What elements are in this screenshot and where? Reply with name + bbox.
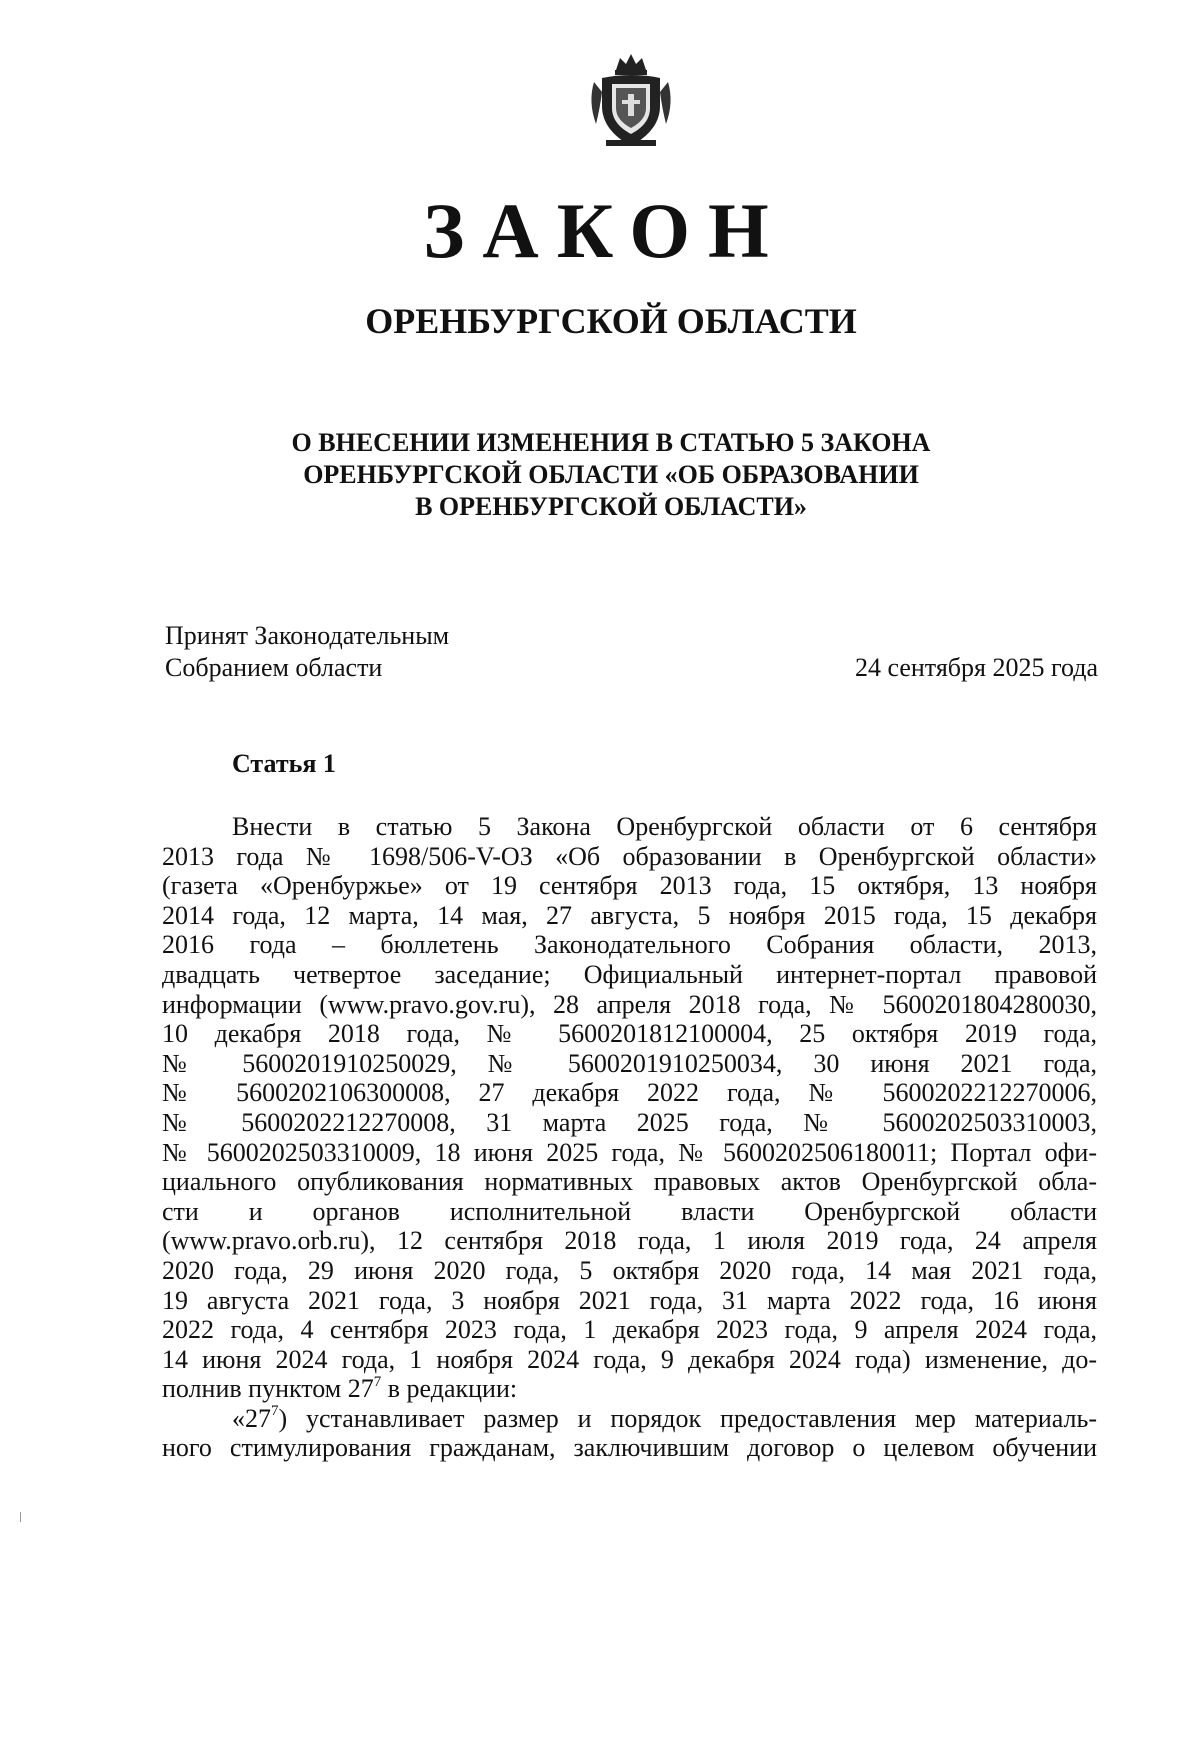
article-heading: Статья 1: [232, 749, 336, 778]
coat-of-arms-emblem: [586, 48, 676, 152]
quote-prefix: «27: [232, 1403, 271, 1433]
body-line: 2020 года, 29 июня 2020 года, 5 октября 2020 года, 14 мая 2021 года,: [162, 1255, 1097, 1285]
quoted-item-line: [162, 1404, 1097, 1434]
subject-line: В ОРЕНБУРГСКОЙ ОБЛАСТИ»: [415, 492, 807, 521]
adopted-by-block: [165, 620, 449, 684]
region-title: ОРЕНБУРГСКОЙ ОБЛАСТИ: [365, 301, 857, 341]
body-line: № 5600202212270008, 31 марта 2025 года, № 5600202503310003,: [162, 1107, 1097, 1137]
body-line: 14 июня 2024 года, 1 ноября 2024 года, 9 декабря 2024 года) изменение, до-: [162, 1344, 1097, 1374]
body-line: № 5600201910250029, № 5600201910250034, 30 июня 2021 года,: [162, 1048, 1097, 1078]
scan-margin-mark: [20, 1512, 21, 1522]
item-intro-line: [162, 1374, 1097, 1404]
body-line: 10 декабря 2018 года, № 5600201812100004, 25 октября 2019 года,: [162, 1019, 1097, 1049]
body-line: двадцать четвертое заседание; Официальный интернет-портал правовой: [162, 959, 1097, 989]
body-line: 2016 года – бюллетень Законодательного Собрания области, 2013,: [162, 930, 1097, 960]
body-line: 19 августа 2021 года, 3 ноября 2021 года, 31 марта 2022 года, 16 июня: [162, 1285, 1097, 1315]
article-body: [162, 812, 1097, 1463]
law-title: ЗАКОН: [423, 187, 787, 274]
subject-line: О ВНЕСЕНИИ ИЗМЕНЕНИЯ В СТАТЬЮ 5 ЗАКОНА: [291, 428, 931, 457]
item-intro-suffix: в редакции:: [381, 1374, 518, 1404]
body-line: сти и органов исполнительной власти Оренбургской области: [162, 1196, 1097, 1226]
body-line: (газета «Оренбуржье» от 19 сентября 2013 года, 15 октября, 13 ноября: [162, 871, 1097, 901]
body-line: (www.pravo.orb.ru), 12 сентября 2018 года, 1 июля 2019 года, 24 апреля: [162, 1226, 1097, 1256]
adopted-date: 24 сентября 2025 года: [854, 653, 1098, 682]
item-intro-superscript: 7: [373, 1373, 382, 1390]
body-line: 2013 года № 1698/506-V-ОЗ «Об образовании в Оренбургской области»: [162, 841, 1097, 871]
law-subject-title: [0, 427, 1200, 523]
quote-text: ) устанавливает размер и порядок предоставления мер материаль-: [278, 1403, 1097, 1433]
item-intro-prefix: полнив пунктом 27: [162, 1374, 374, 1404]
body-line: ного стимулирования гражданам, заключившим договор о целевом обучении: [162, 1433, 1097, 1463]
body-line: № 5600202106300008, 27 декабря 2022 года, № 5600202212270006,: [162, 1078, 1097, 1108]
body-line: информации (www.pravo.gov.ru), 28 апреля 2018 года, № 5600201804280030,: [162, 989, 1097, 1019]
adopted-by-line: Принят Законодательным: [165, 621, 450, 650]
body-line: 2022 года, 4 сентября 2023 года, 1 декабря 2023 года, 9 апреля 2024 года,: [162, 1315, 1097, 1345]
adopted-by-line: Собранием области: [165, 653, 383, 682]
body-line: Внести в статью 5 Закона Оренбургской области от 6 сентября: [232, 812, 1097, 841]
body-line: циального опубликования нормативных правовых актов Оренбургской обла-: [162, 1167, 1097, 1197]
subject-line: ОРЕНБУРГСКОЙ ОБЛАСТИ «ОБ ОБРАЗОВАНИИ: [303, 460, 919, 489]
quote-superscript: 7: [271, 1403, 279, 1420]
body-line: № 5600202503310009, 18 июня 2025 года, № 5600202506180011; Портал офи-: [162, 1137, 1097, 1167]
body-line: 2014 года, 12 марта, 14 мая, 27 августа, 5 ноября 2015 года, 15 декабря: [162, 900, 1097, 930]
